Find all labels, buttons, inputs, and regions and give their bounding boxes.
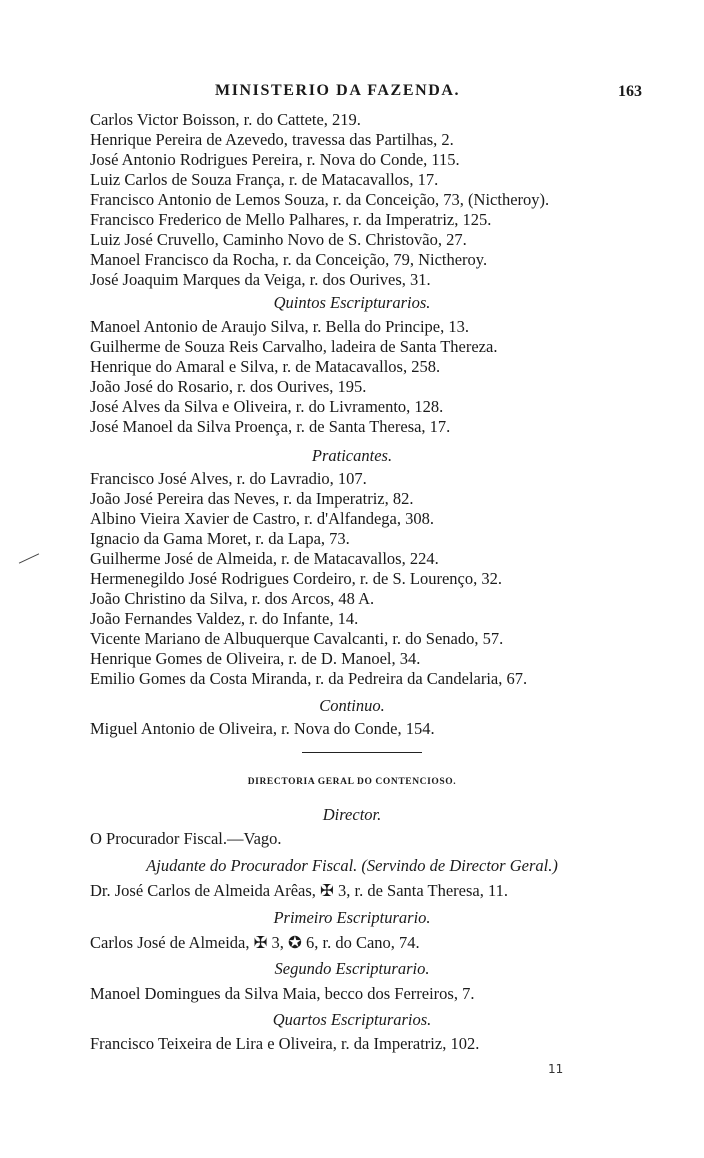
list-item: Francisco Antonio de Lemos Souza, r. da Conceição, 73, (Nictheroy). (90, 190, 550, 209)
divider (302, 752, 422, 753)
list-item: Guilherme de Souza Reis Carvalho, ladeira de Santa Thereza. (90, 337, 498, 356)
list-item: João Fernandes Valdez, r. do Infante, 14. (90, 609, 359, 628)
list-item: Manoel Domingues da Silva Maia, becco dos Ferreiros, 7. (90, 984, 475, 1003)
list-item: Luiz Carlos de Souza França, r. de Matacavallos, 17. (90, 170, 439, 189)
list-item: Carlos José de Almeida, ✠ 3, ✪ 6, r. do Cano, 74. (90, 933, 420, 952)
list-item: Henrique do Amaral e Silva, r. de Matacavallos, 258. (90, 357, 441, 376)
list-item: José Alves da Silva e Oliveira, r. do Livramento, 128. (90, 397, 444, 416)
section-heading: Quartos Escripturarios. (272, 1010, 432, 1029)
list-item: Francisco Frederico de Mello Palhares, r. da Imperatriz, 125. (90, 210, 492, 229)
list-item: Dr. José Carlos de Almeida Arêas, ✠ 3, r. de Santa Theresa, 11. (90, 881, 508, 900)
list-item: Luiz José Cruvello, Caminho Novo de S. Christovão, 27. (90, 230, 467, 249)
list-item: José Antonio Rodrigues Pereira, r. Nova do Conde, 115. (90, 150, 460, 169)
section-heading: Praticantes. (311, 446, 393, 465)
list-item: Ignacio da Gama Moret, r. da Lapa, 73. (90, 529, 350, 548)
list-item: O Procurador Fiscal.—Vago. (90, 829, 282, 848)
list-item: Manoel Francisco da Rocha, r. da Conceição, 79, Nictheroy. (90, 250, 488, 269)
list-item: Francisco José Alves, r. do Lavradio, 107. (90, 469, 367, 488)
section-heading: Director. (322, 805, 382, 824)
list-item: João José Pereira das Neves, r. da Imperatriz, 82. (90, 489, 414, 508)
list-item: Vicente Mariano de Albuquerque Cavalcanti, r. do Senado, 57. (90, 629, 504, 648)
section-heading: Quintos Escripturarios. (273, 293, 431, 312)
list-item: Carlos Victor Boisson, r. do Cattete, 219. (90, 110, 361, 129)
section-heading: Primeiro Escripturario. (273, 908, 431, 927)
list-item: João Christino da Silva, r. dos Arcos, 48 A. (90, 589, 375, 608)
list-item: Manoel Antonio de Araujo Silva, r. Bella do Principe, 13. (90, 317, 469, 336)
list-item: Emilio Gomes da Costa Miranda, r. da Pedreira da Candelaria, 67. (90, 669, 528, 688)
page-number: 163 (618, 83, 642, 100)
footer-mark: 11 (548, 1062, 564, 1076)
list-item: Henrique Pereira de Azevedo, travessa das Partilhas, 2. (90, 130, 454, 149)
list-item: Guilherme José de Almeida, r. de Matacavallos, 224. (90, 549, 439, 568)
list-item: João José do Rosario, r. dos Ourives, 195. (90, 377, 367, 396)
page-title: MINISTERIO DA FAZENDA. (215, 82, 461, 99)
section-heading: Segundo Escripturario. (274, 959, 430, 978)
section-title: DIRECTORIA GERAL DO CONTENCIOSO. (247, 777, 457, 787)
list-item: Albino Vieira Xavier de Castro, r. d'Alfandega, 308. (90, 509, 434, 528)
list-item: Hermenegildo José Rodrigues Cordeiro, r. de S. Lourenço, 32. (90, 569, 502, 588)
list-item: José Manoel da Silva Proença, r. de Santa Theresa, 17. (90, 417, 451, 436)
stray-mark (19, 553, 39, 563)
section-heading: Continuo. (319, 696, 385, 715)
list-item: Miguel Antonio de Oliveira, r. Nova do Conde, 154. (90, 719, 435, 738)
list-item: Francisco Teixeira de Lira e Oliveira, r. da Imperatriz, 102. (90, 1034, 480, 1053)
section-heading: Ajudante do Procurador Fiscal. (Servindo de Director Geral.) (146, 856, 558, 875)
list-item: José Joaquim Marques da Veiga, r. dos Ourives, 31. (90, 270, 431, 289)
page-header (0, 82, 704, 106)
list-item: Henrique Gomes de Oliveira, r. de D. Manoel, 34. (90, 649, 421, 668)
